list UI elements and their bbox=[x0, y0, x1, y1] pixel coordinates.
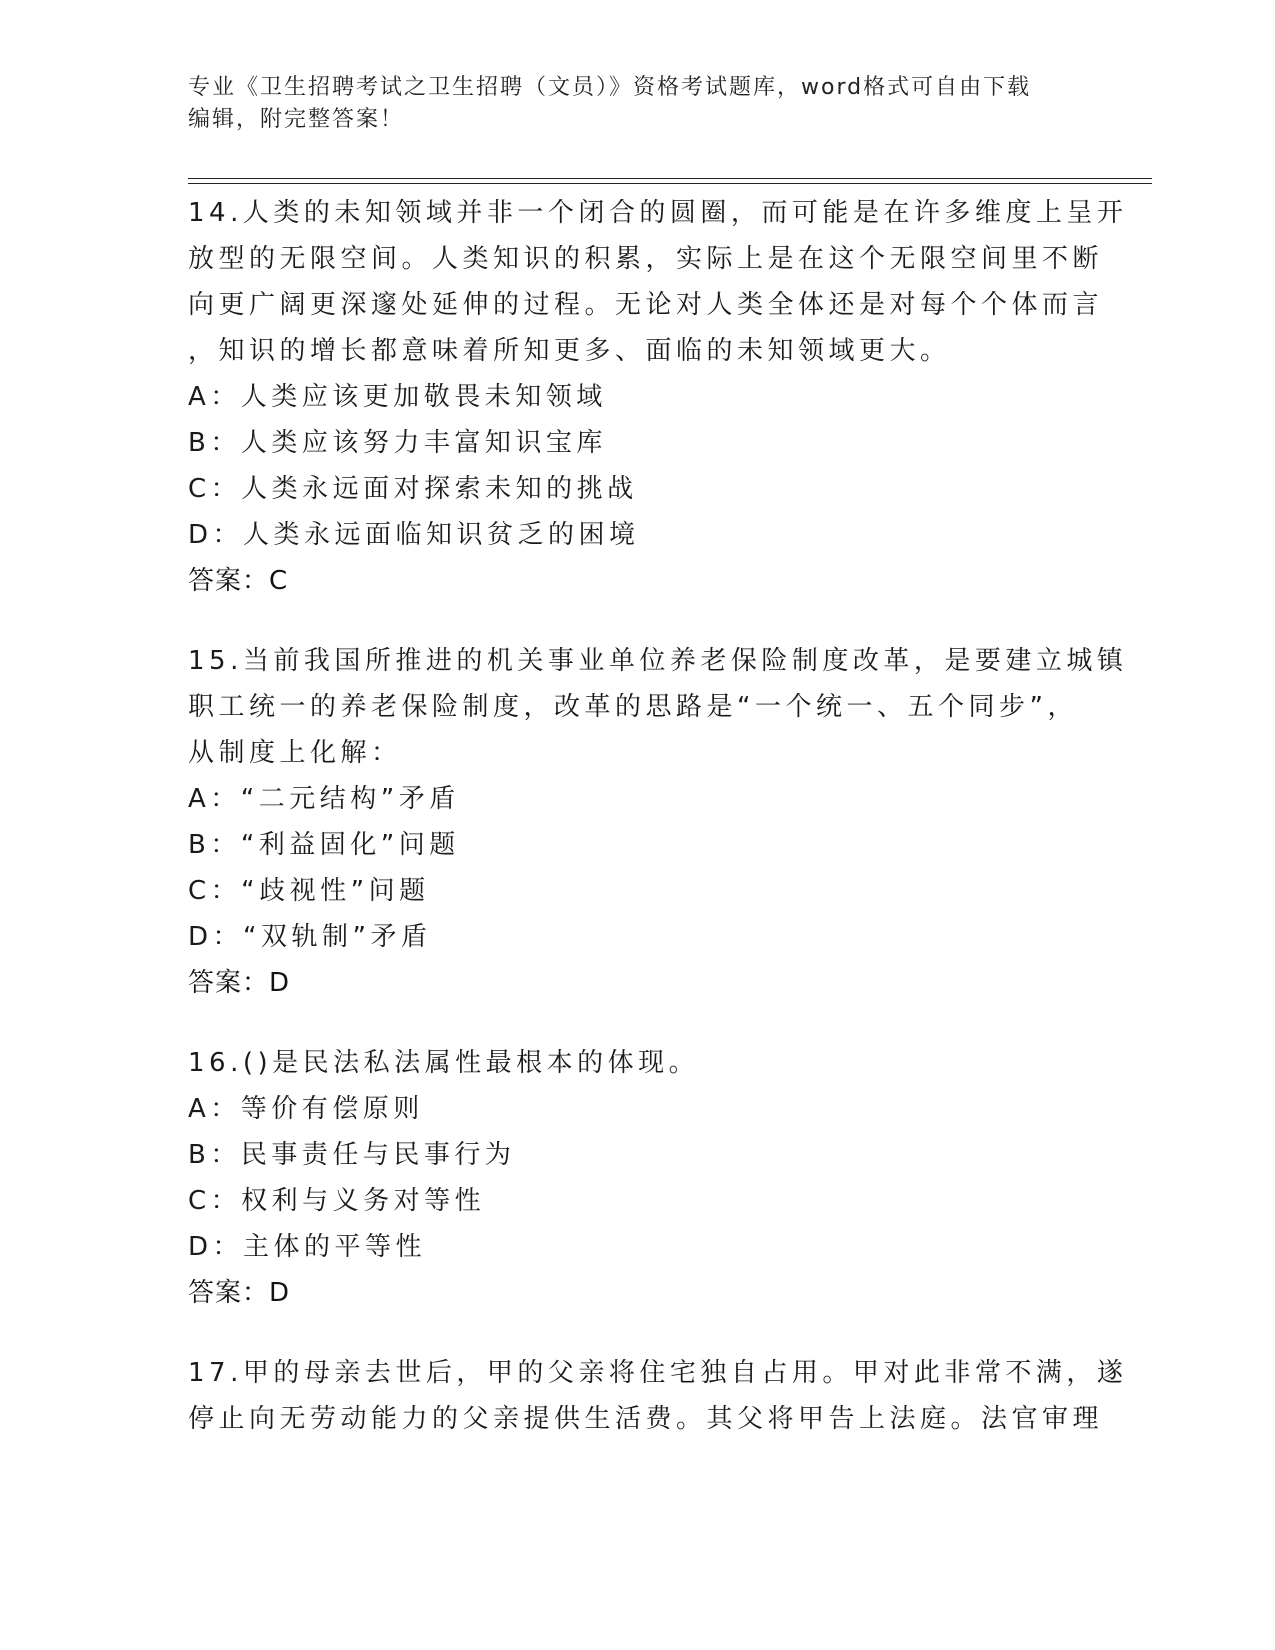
answer-line: 答案：D bbox=[188, 968, 291, 998]
option-d: D：主体的平等性 bbox=[188, 1232, 427, 1262]
question-14 bbox=[188, 190, 1128, 604]
document-header bbox=[188, 72, 1088, 136]
question-15 bbox=[188, 638, 1128, 1006]
option-c: C：权利与义务对等性 bbox=[188, 1186, 486, 1216]
question-stem-line: 放型的无限空间。人类知识的积累，实际上是在这个无限空间里不断 bbox=[188, 244, 1104, 274]
option-a: A：等价有偿原则 bbox=[188, 1094, 424, 1124]
header-line-1: 专业《卫生招聘考试之卫生招聘（文员）》资格考试题库，word格式可自由下载 bbox=[188, 75, 1032, 100]
option-b: B：民事责任与民事行为 bbox=[188, 1140, 516, 1170]
question-stem-line: 17.甲的母亲去世后，甲的父亲将住宅独自占用。甲对此非常不满，遂 bbox=[188, 1358, 1128, 1388]
answer-line: 答案：D bbox=[188, 1278, 291, 1308]
question-list bbox=[188, 190, 1128, 1476]
option-b: B：人类应该努力丰富知识宝库 bbox=[188, 428, 607, 458]
option-b: B：“利益固化”问题 bbox=[188, 830, 460, 860]
question-stem-line: ，知识的增长都意味着所知更多、面临的未知领域更大。 bbox=[188, 336, 951, 366]
option-c: C：人类永远面对探索未知的挑战 bbox=[188, 474, 638, 504]
option-a: A：“二元结构”矛盾 bbox=[188, 784, 460, 814]
option-d: D：人类永远面临知识贫乏的困境 bbox=[188, 520, 640, 550]
question-17 bbox=[188, 1350, 1128, 1442]
header-divider-bottom bbox=[188, 183, 1152, 184]
question-stem-line: 16.()是民法私法属性最根本的体现。 bbox=[188, 1048, 700, 1078]
question-stem-line: 从制度上化解： bbox=[188, 738, 402, 768]
header-divider-top bbox=[188, 178, 1152, 179]
option-a: A：人类应该更加敬畏未知领域 bbox=[188, 382, 607, 412]
header-line-2: 编辑，附完整答案！ bbox=[188, 107, 405, 132]
question-stem-line: 15.当前我国所推进的机关事业单位养老保险制度改革，是要建立城镇 bbox=[188, 646, 1128, 676]
question-16 bbox=[188, 1040, 1088, 1316]
question-stem-line: 职工统一的养老保险制度，改革的思路是“一个统一、五个同步”， bbox=[188, 692, 1078, 722]
question-stem-line: 向更广阔更深邃处延伸的过程。无论对人类全体还是对每个个体而言 bbox=[188, 290, 1104, 320]
option-d: D：“双轨制”矛盾 bbox=[188, 922, 432, 952]
question-stem-line: 14.人类的未知领域并非一个闭合的圆圈，而可能是在许多维度上呈开 bbox=[188, 198, 1128, 228]
option-c: C：“歧视性”问题 bbox=[188, 876, 430, 906]
question-stem-line: 停止向无劳动能力的父亲提供生活费。其父将甲告上法庭。法官审理 bbox=[188, 1404, 1104, 1434]
answer-line: 答案：C bbox=[188, 566, 289, 596]
